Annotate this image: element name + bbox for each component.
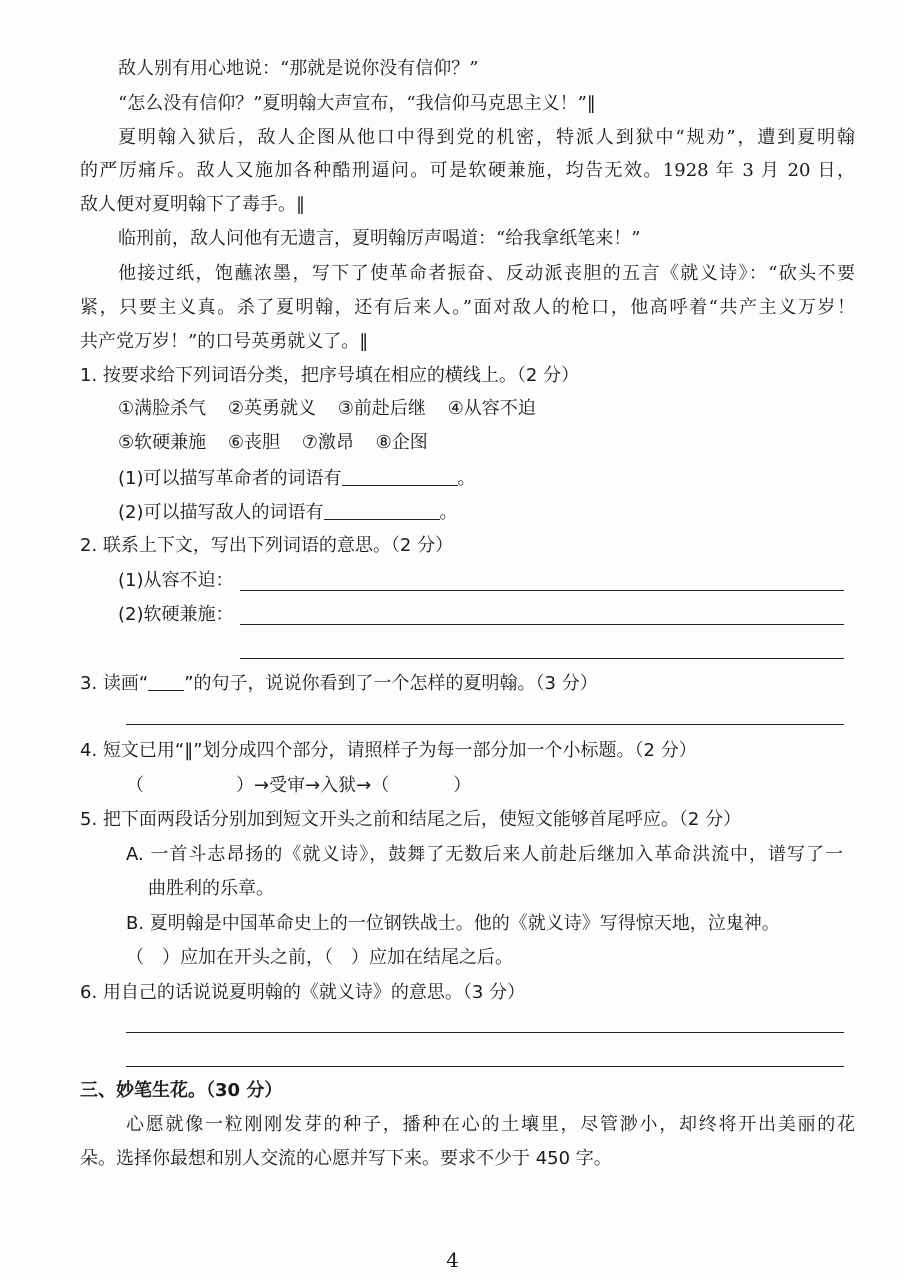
paren-open: （ (126, 947, 144, 968)
passage-paragraph-5-line-2: 紧，只要主义真。杀了夏明翰，还有后来人。”面对敌人的枪口，他高呼着“共产主义万岁！ (80, 297, 855, 318)
passage-paragraph-3-line-1: 夏明翰入狱后，敌人企图从他口中得到党的机密，特派人到狱中“规劝”，遭到夏明翰 (118, 127, 855, 148)
passage-paragraph-3-line-2: 的严厉痛斥。敌人又施加各种酷刑逼问。可是软硬兼施，均告无效。1928 年 3 月 20 日， (80, 160, 855, 181)
page-number: 4 (446, 1248, 459, 1272)
paren-open: （ (126, 775, 144, 796)
question-5-stem: 5. 把下面两段话分别加到短文开头之前和结尾之后，使短文能够首尾呼应。（2 分） (80, 809, 742, 830)
question-3-stem-part-a: 3. 读画“ (80, 673, 149, 694)
answer-blank-enemy-words[interactable] (324, 499, 440, 520)
question-2-sub-2-label: (2)软硬兼施： (118, 604, 234, 625)
passage-paragraph-2: “怎么没有信仰？”夏明翰大声宣布，“我信仰马克思主义！”‖ (118, 93, 596, 114)
word-option: ⑤软硬兼施 (118, 432, 207, 453)
word-option: ⑦激昂 (301, 432, 354, 453)
word-option: ⑧企图 (375, 432, 428, 453)
question-1-sub-1 (118, 465, 855, 492)
answer-line-q6-2[interactable] (126, 1066, 844, 1067)
word-option: ①满脸杀气 (118, 398, 207, 419)
question-1-sub-2 (118, 499, 855, 526)
option-a-line-2: 曲胜利的乐章。 (148, 878, 274, 899)
answer-line-q3[interactable] (126, 724, 844, 725)
passage-paragraph-1: 敌人别有用心地说：“那就是说你没有信仰？” (118, 58, 479, 79)
word-option: ②英勇就义 (227, 398, 317, 419)
question-2-sub-1-label: (1)从容不迫： (118, 570, 234, 591)
paren-close: ） (453, 775, 472, 796)
question-1-words-row-2 (118, 430, 855, 456)
question-1-stem: 1. 按要求给下列词语分类，把序号填在相应的横线上。（2 分） (80, 365, 580, 386)
option-a-line-1: A. 一首斗志昂扬的《就义诗》，鼓舞了无数后来人前赴后继加入革命洪流中，谱写了一 (126, 844, 843, 865)
section-3-prompt-line-1: 心愿就像一粒刚刚发芽的种子，播种在心的土壤里，尽管渺小，却终将开出美丽的花 (126, 1114, 855, 1135)
fill-end: ）应加在结尾之后。 (351, 947, 513, 968)
fill-middle: ）应加在开头之前，（ (162, 947, 333, 968)
question-1-words-row-1 (118, 396, 855, 422)
passage-paragraph-3-line-3: 敌人便对夏明翰下了毒手。‖ (80, 194, 305, 215)
passage-paragraph-4: 临刑前，敌人问他有无遗言，夏明翰厉声喝道：“给我拿纸笔来！” (118, 228, 641, 249)
question-5-fill (126, 945, 855, 971)
period: 。 (457, 468, 476, 489)
word-option: ③前赴后继 (337, 398, 426, 419)
option-b: B. 夏明翰是中国革命史上的一位钢铁战士。他的《就义诗》写得惊天地，泣鬼神。 (126, 913, 780, 934)
question-1-sub-2-label: (2)可以描写敌人的词语有 (118, 502, 324, 523)
question-3-stem (80, 670, 855, 697)
answer-blank-revolutionary-words[interactable] (342, 465, 458, 486)
answer-line-q6-1[interactable] (126, 1032, 844, 1033)
underline-sample (148, 670, 184, 691)
section-3-title: 三、妙笔生花。（30 分） (80, 1080, 283, 1101)
question-2-stem: 2. 联系上下文，写出下列词语的意思。（2 分） (80, 535, 454, 556)
question-1-sub-1-label: (1)可以描写革命者的词语有 (118, 468, 342, 489)
word-option: ④从容不迫 (447, 398, 536, 419)
answer-line-q2-2b[interactable] (240, 658, 844, 659)
answer-line-q2-1[interactable] (240, 590, 844, 591)
question-4-stem: 4. 短文已用“‖”划分成四个部分，请照样子为每一部分加一个小标题。（2 分） (80, 740, 697, 761)
passage-paragraph-5-line-1: 他接过纸，饱蘸浓墨，写下了使革命者振奋、反动派丧胆的五言《就义诗》：“砍头不要 (118, 263, 855, 284)
period: 。 (439, 502, 458, 523)
answer-line-q2-2a[interactable] (240, 624, 844, 625)
question-3-stem-part-b: ”的句子，说说你看到了一个怎样的夏明翰。（3 分） (184, 673, 598, 694)
outline-middle: ）→受审→入狱→（ (236, 775, 390, 796)
question-4-outline (126, 773, 855, 799)
word-option: ⑥丧胆 (227, 432, 281, 453)
passage-paragraph-5-line-3: 共产党万岁！”的口号英勇就义了。‖ (80, 331, 369, 352)
question-6-stem: 6. 用自己的话说说夏明翰的《就义诗》的意思。（3 分） (80, 982, 526, 1003)
section-3-prompt-line-2: 朵。选择你最想和别人交流的心愿并写下来。要求不少于 450 字。 (80, 1148, 612, 1169)
